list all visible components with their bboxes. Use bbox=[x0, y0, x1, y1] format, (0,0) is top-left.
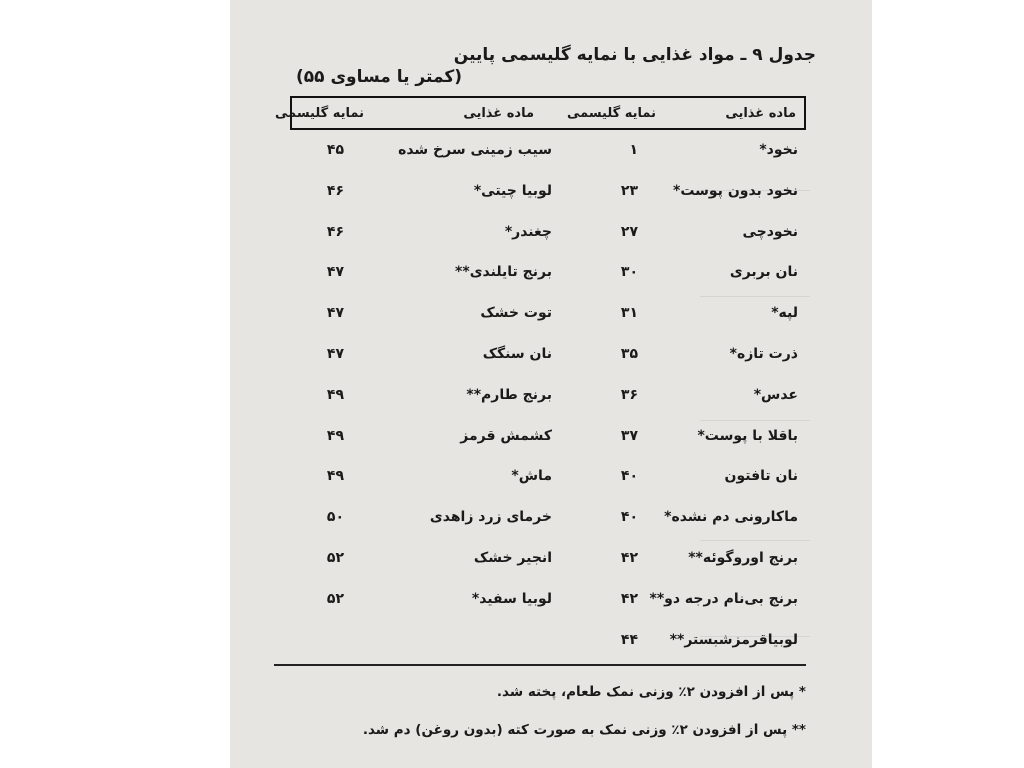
food-name-1: برنج اوروگوئه** bbox=[688, 549, 798, 566]
gi-value-1: ۳۰ bbox=[620, 264, 638, 281]
food-name-1: باقلا با پوست* bbox=[697, 427, 798, 444]
food-name-1: نخود بدون پوست* bbox=[673, 182, 798, 199]
food-name-1: لوبیاقرمزشبستر** bbox=[669, 631, 798, 648]
food-name-2: چغندر* bbox=[504, 223, 552, 240]
table-row bbox=[290, 173, 806, 214]
table-row bbox=[290, 377, 806, 418]
gi-value-2: ۴۹ bbox=[326, 427, 344, 444]
food-name-1: نان بربری bbox=[729, 264, 798, 281]
food-name-2: انجیر خشک bbox=[473, 549, 552, 566]
gi-value-2: ۴۹ bbox=[326, 386, 344, 403]
show-through-line bbox=[700, 636, 810, 637]
table-row bbox=[290, 581, 806, 622]
gi-value-1: ۳۱ bbox=[620, 305, 638, 322]
food-name-2: نان سنگک bbox=[482, 345, 552, 362]
show-through-line bbox=[700, 420, 810, 421]
table-subtitle: (کمتر یا مساوی ۵۵) bbox=[296, 67, 462, 87]
gi-value-2: ۴۶ bbox=[326, 223, 344, 240]
table-row bbox=[290, 418, 806, 459]
gi-value-1: ۳۷ bbox=[620, 427, 638, 444]
food-name-1: برنج بی‌نام درجه دو** bbox=[649, 590, 798, 607]
table-body bbox=[290, 132, 806, 662]
gi-value-2: ۵۰ bbox=[326, 509, 344, 526]
gi-value-1: ۲۳ bbox=[620, 182, 638, 199]
gi-value-2: ۴۹ bbox=[326, 468, 344, 485]
gi-value-2: ۵۲ bbox=[326, 590, 344, 607]
table-row bbox=[290, 336, 806, 377]
food-name-1: ماکارونی دم نشده* bbox=[664, 509, 798, 526]
gi-value-2: ۴۵ bbox=[326, 142, 344, 158]
table-caption bbox=[296, 44, 816, 88]
table-row bbox=[290, 295, 806, 336]
gi-value-1: ۴۴ bbox=[620, 631, 638, 648]
food-name-2: برنج تایلندی** bbox=[455, 264, 552, 281]
header-food-2: ماده غذایی bbox=[463, 106, 534, 121]
food-name-1: عدس* bbox=[753, 386, 798, 403]
gi-value-1: ۲۷ bbox=[620, 223, 638, 240]
table-row bbox=[290, 132, 806, 173]
food-name-2: برنج طارم** bbox=[466, 386, 552, 403]
footnote-double-star: ** پس از افزودن ۲٪ وزنی نمک به صورت کته (بدون روغن) دم شد. bbox=[362, 722, 806, 738]
food-name-2: سیب زمینی سرخ شده bbox=[398, 142, 552, 158]
table-row bbox=[290, 458, 806, 499]
gi-value-1: ۴۲ bbox=[620, 549, 638, 566]
gi-value-1: ۴۰ bbox=[620, 509, 638, 526]
book-page bbox=[230, 0, 872, 768]
gi-value-2: ۴۷ bbox=[326, 345, 344, 362]
gi-value-1: ۱ bbox=[629, 142, 638, 158]
gi-value-1: ۴۰ bbox=[620, 468, 638, 485]
footnote-single-star: * پس از افزودن ۲٪ وزنی نمک طعام، پخته شد. bbox=[496, 684, 806, 700]
gi-value-2: ۵۲ bbox=[326, 549, 344, 566]
gi-value-1: ۳۶ bbox=[620, 386, 638, 403]
food-name-1: لپه* bbox=[771, 305, 798, 322]
table-row bbox=[290, 254, 806, 295]
table-title: جدول ۹ ـ مواد غذایی با نمایه گلیسمی پایین bbox=[453, 45, 816, 65]
food-name-2: لوبیا سفید* bbox=[471, 590, 552, 607]
show-through-line bbox=[700, 296, 810, 297]
gi-value-1: ۴۲ bbox=[620, 590, 638, 607]
show-through-line bbox=[700, 540, 810, 541]
table-row bbox=[290, 214, 806, 255]
food-name-1: ذرت تازه* bbox=[729, 345, 798, 362]
header-gi-1: نمایه گلیسمی bbox=[566, 106, 656, 121]
table-row bbox=[290, 540, 806, 581]
gi-value-2: ۴۶ bbox=[326, 182, 344, 199]
food-name-2: لوبیا چیتی* bbox=[473, 182, 552, 199]
table-row bbox=[290, 622, 806, 663]
gi-value-2: ۴۷ bbox=[326, 264, 344, 281]
table-row bbox=[290, 499, 806, 540]
footnote-divider bbox=[274, 664, 806, 666]
food-name-1: نخود* bbox=[759, 142, 798, 158]
gi-value-1: ۳۵ bbox=[620, 345, 638, 362]
table-header bbox=[274, 96, 806, 130]
food-name-2: خرمای زرد زاهدی bbox=[429, 509, 552, 526]
food-name-1: نخودچی bbox=[742, 223, 798, 240]
gi-value-2: ۴۷ bbox=[326, 305, 344, 322]
food-name-2: ماش* bbox=[511, 468, 552, 485]
header-gi-2: نمایه گلیسمی bbox=[274, 106, 364, 121]
food-name-2: توت خشک bbox=[480, 305, 552, 322]
header-food-1: ماده غذایی bbox=[725, 106, 796, 121]
food-name-2: کشمش قرمز bbox=[460, 427, 552, 444]
show-through-line bbox=[700, 190, 810, 191]
food-name-1: نان تافتون bbox=[724, 468, 798, 485]
